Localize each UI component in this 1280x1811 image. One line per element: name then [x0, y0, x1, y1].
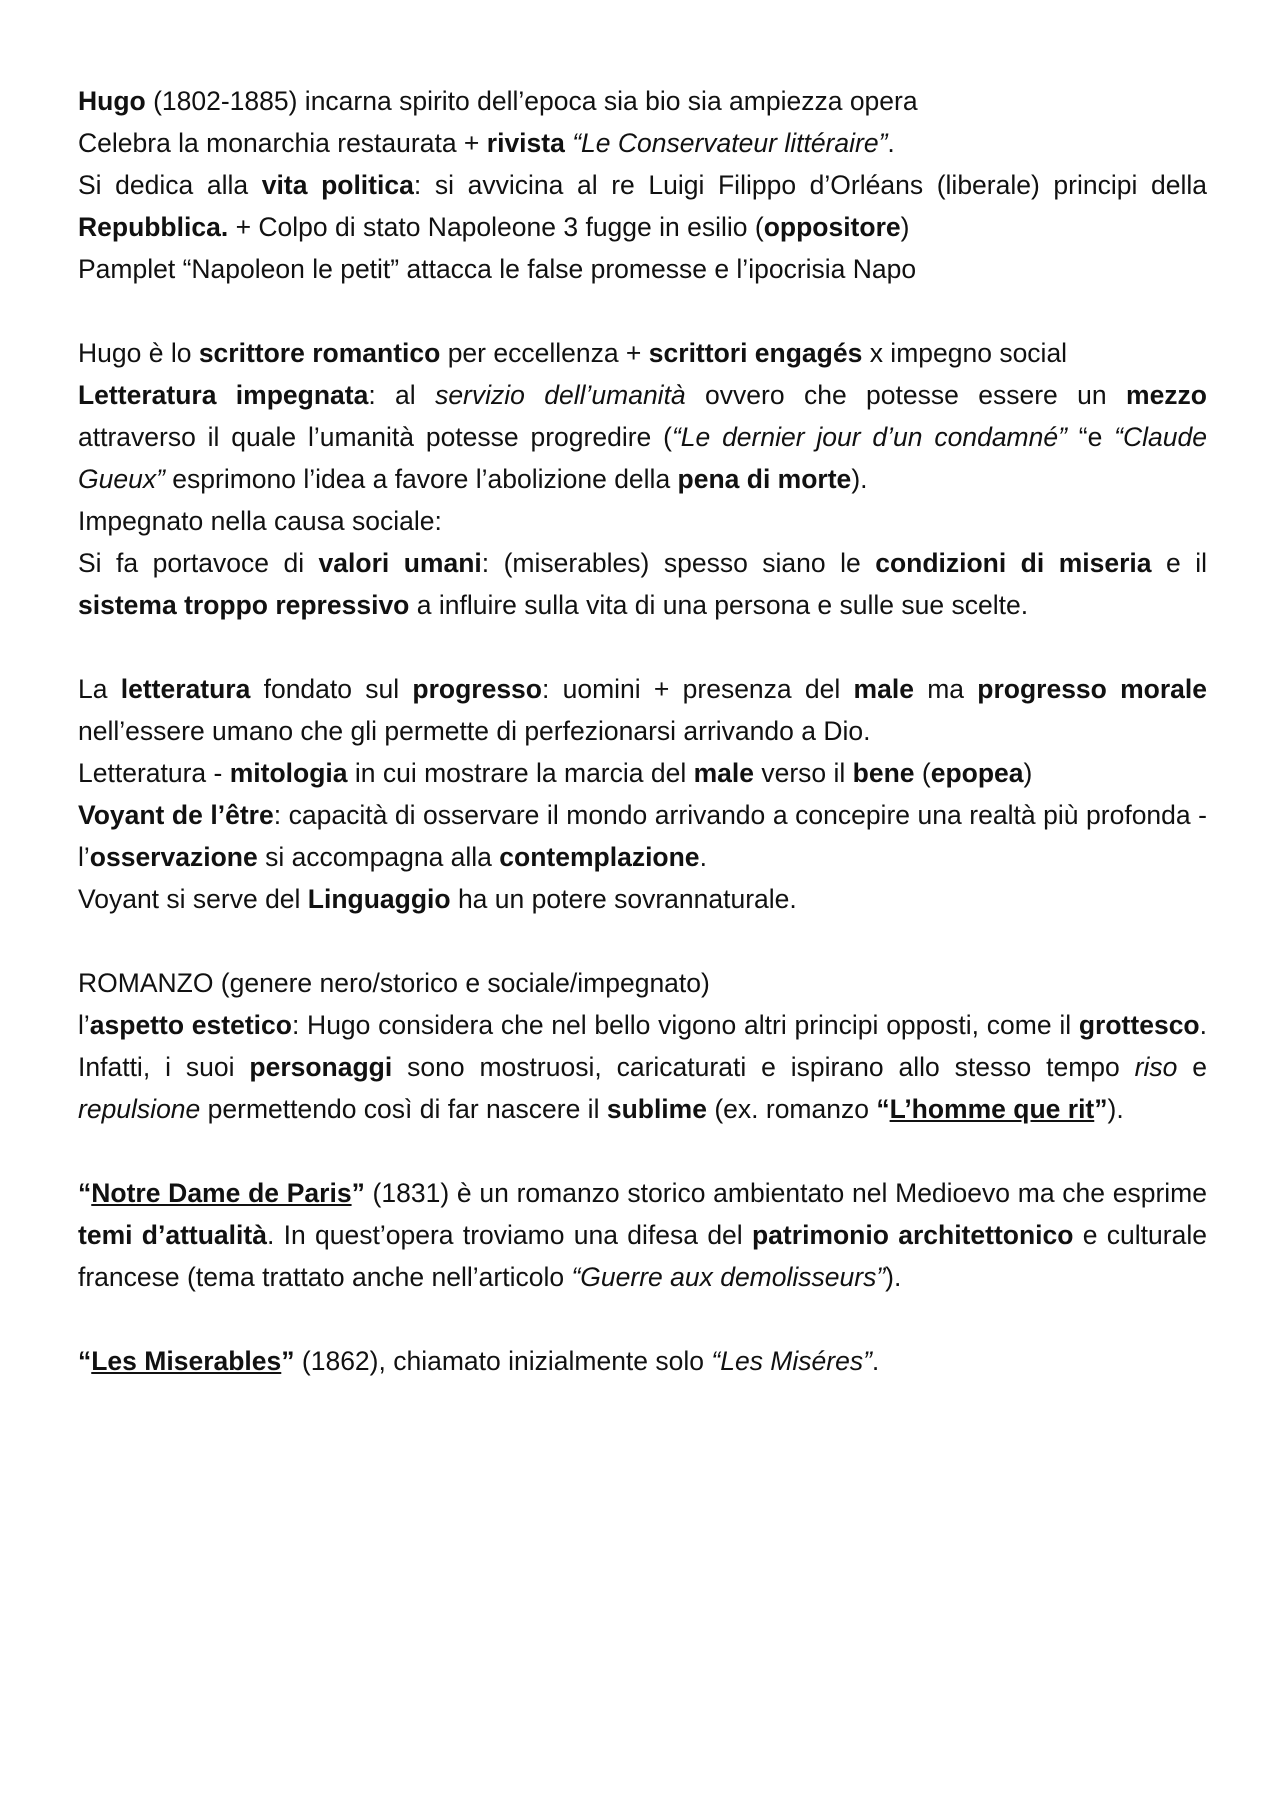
text-run: “e: [1066, 422, 1115, 452]
text-run: (: [914, 758, 931, 788]
text-run: : Hugo considera che nel bello vigono altri principi opposti, come il: [291, 1010, 1079, 1040]
paragraph-scrittore-romantico: [78, 332, 1207, 374]
text-run: permettendo così di far nascere il: [200, 1094, 607, 1124]
bold-term: rivista: [486, 128, 565, 158]
paragraph-voyant-de-letre: [78, 794, 1207, 878]
bold-term: sistema troppo repressivo: [78, 590, 410, 620]
bold-term: condizioni di miseria: [875, 548, 1152, 578]
text-run: : capacità di osservare il mondo arrivando a concepire una realtà più profonda - l’: [78, 800, 1208, 872]
text-run: nell’essere umano che gli permette di perfezionarsi arrivando a Dio.: [78, 716, 871, 746]
text-run: sono mostruosi, caricaturati e ispirano allo stesso tempo: [392, 1052, 1135, 1082]
text-run: La: [78, 674, 121, 704]
italic-title: “Guerre aux demolisseurs”: [571, 1262, 886, 1292]
bold-term: aspetto estetico: [89, 1010, 292, 1040]
italic-phrase: servizio dell’umanità: [435, 380, 686, 410]
bold-term: progresso morale: [977, 674, 1208, 704]
bold-quote: “: [876, 1094, 890, 1124]
bold-term: oppositore: [763, 212, 901, 242]
bold-term: mezzo: [1126, 380, 1207, 410]
bold-term: personaggi: [249, 1052, 393, 1082]
text-run: . Infatti, i suoi: [78, 1010, 1207, 1082]
text-run: . In quest’opera troviamo una difesa del: [266, 1220, 752, 1250]
text-run: : si avvicina al re Luigi Filippo d’Orléans (liberale) principi della: [413, 170, 1207, 200]
paragraph-causa-sociale: [78, 500, 1207, 542]
bold-quote: ”: [1094, 1094, 1108, 1124]
bold-term: epopea: [930, 758, 1024, 788]
italic-phrase: riso: [1134, 1052, 1178, 1082]
paragraph-notre-dame: [78, 1172, 1207, 1298]
italic-title: “Claude Gueux”: [78, 422, 1207, 494]
text-run: (1831) è un romanzo storico ambientato nel Medioevo ma che esprime: [364, 1178, 1207, 1208]
bold-term: pena di morte: [677, 464, 852, 494]
bold-term: male: [853, 674, 914, 704]
text-run: ): [900, 212, 910, 242]
paragraph-gap: [78, 920, 1207, 962]
text-run: Voyant si serve del: [78, 884, 308, 914]
italic-title: “Les Miséres”: [711, 1346, 872, 1376]
italic-title: “Le Conservateur littéraire”: [572, 128, 888, 158]
paragraph-aspetto-estetico: [78, 1004, 1207, 1130]
bold-term: temi d’attualità: [78, 1220, 267, 1250]
section-engagement: [78, 332, 1207, 626]
text-run: .: [871, 1346, 880, 1376]
paragraph-letteratura-progresso: [78, 668, 1207, 752]
bold-term: Letteratura impegnata: [78, 380, 369, 410]
text-run: e culturale francese (tema trattato anche nell’articolo: [78, 1220, 1207, 1292]
bold-term: mitologia: [229, 758, 348, 788]
bold-quote: ”: [281, 1346, 295, 1376]
section-romanzo: [78, 962, 1207, 1130]
text-run: x impegno social: [862, 338, 1068, 368]
paragraph-mitologia: [78, 752, 1207, 794]
text-run: Letteratura -: [78, 758, 230, 788]
bold-quote: “: [78, 1346, 92, 1376]
text-run: ).: [1107, 1094, 1124, 1124]
book-title-les-miserables: Les Miserables: [91, 1346, 282, 1376]
text-run: per eccellenza +: [440, 338, 649, 368]
text-run: ma: [913, 674, 978, 704]
text-run: ).: [885, 1262, 902, 1292]
bold-term: valori umani: [318, 548, 482, 578]
bold-term: grottesco: [1078, 1010, 1200, 1040]
bold-term: Linguaggio: [307, 884, 451, 914]
text-run: (1862), chiamato inizialmente solo: [294, 1346, 712, 1376]
paragraph-hugo-intro: [78, 80, 1207, 122]
text-run: verso il: [754, 758, 853, 788]
text-run: Si fa portavoce di: [78, 548, 319, 578]
bold-term: scrittori engagés: [648, 338, 863, 368]
bold-term: male: [693, 758, 754, 788]
text-run: + Colpo di stato Napoleone 3 fugge in esilio (: [228, 212, 764, 242]
paragraph-romanzo-heading: [78, 962, 1207, 1004]
bold-term: contemplazione: [499, 842, 700, 872]
paragraph-gap: [78, 290, 1207, 332]
text-run: e: [1177, 1052, 1207, 1082]
text-run: esprimono l’idea a favore l’abolizione della: [164, 464, 678, 494]
notes-body: [78, 80, 1207, 1382]
text-run: Hugo è lo: [78, 338, 199, 368]
paragraph-linguaggio: [78, 878, 1207, 920]
bold-term: osservazione: [89, 842, 258, 872]
italic-phrase: repulsione: [78, 1094, 201, 1124]
text-run: ROMANZO (genere nero/storico e sociale/impegnato): [78, 968, 710, 998]
bold-term: vita politica: [261, 170, 414, 200]
paragraph-monarchia: [78, 122, 1207, 164]
book-title-notre-dame: Notre Dame de Paris: [91, 1178, 352, 1208]
paragraph-gap: [78, 1130, 1207, 1172]
text-run: : uomini + presenza del: [541, 674, 854, 704]
text-run: attraverso il quale l’umanità potesse progredire (: [78, 422, 672, 452]
text-run: ).: [851, 464, 868, 494]
text-run: fondato sul: [250, 674, 413, 704]
bold-term: progresso: [412, 674, 542, 704]
text-run: l’: [78, 1010, 90, 1040]
paragraph-valori-umani: [78, 542, 1207, 626]
bold-term: Repubblica.: [78, 212, 229, 242]
bold-term: letteratura: [120, 674, 251, 704]
section-progresso: [78, 668, 1207, 920]
text-run: ha un potere sovrannaturale.: [450, 884, 797, 914]
bold-term: Hugo: [78, 86, 146, 116]
bold-term: Voyant de l’être: [78, 800, 274, 830]
text-run: si accompagna alla: [257, 842, 500, 872]
text-run: ovvero che potesse essere un: [685, 380, 1126, 410]
paragraph-gap: [78, 1298, 1207, 1340]
text-run: e il: [1151, 548, 1207, 578]
section-notre-dame: [78, 1172, 1207, 1298]
text-run: : al: [368, 380, 436, 410]
text-run: .: [699, 842, 707, 872]
text-run: (ex. romanzo: [706, 1094, 877, 1124]
text-run: ): [1023, 758, 1033, 788]
text-run: Celebra la monarchia restaurata +: [78, 128, 487, 158]
bold-term: scrittore romantico: [198, 338, 441, 368]
paragraph-gap: [78, 626, 1207, 668]
bold-term: patrimonio architettonico: [752, 1220, 1074, 1250]
bold-quote: “: [78, 1178, 92, 1208]
text-run: .: [887, 128, 895, 158]
text-run: Impegnato nella causa sociale:: [78, 506, 442, 536]
bold-term: sublime: [606, 1094, 707, 1124]
paragraph-les-miserables: [78, 1340, 1207, 1382]
text-run: in cui mostrare la marcia del: [347, 758, 694, 788]
text-run: Pamplet “Napoleon le petit” attacca le false promesse e l’ipocrisia Napo: [78, 254, 917, 284]
paragraph-letteratura-impegnata: [78, 374, 1207, 500]
text-run: Si dedica alla: [78, 170, 262, 200]
text-run: a influire sulla vita di una persona e sulle sue scelte.: [409, 590, 1029, 620]
text-run: (1802-1885) incarna spirito dell’epoca sia bio sia ampiezza opera: [145, 86, 918, 116]
book-title-lhomme-que-rit: L’homme que rit: [889, 1094, 1095, 1124]
italic-title: “Le dernier jour d’un condamné”: [671, 422, 1067, 452]
text-run: : (miserables) spesso siano le: [481, 548, 876, 578]
bold-term: bene: [852, 758, 915, 788]
section-biography: [78, 80, 1207, 290]
paragraph-pamplet: [78, 248, 1207, 290]
section-les-miserables: [78, 1340, 1207, 1382]
bold-quote: ”: [351, 1178, 365, 1208]
paragraph-vita-politica: [78, 164, 1207, 248]
